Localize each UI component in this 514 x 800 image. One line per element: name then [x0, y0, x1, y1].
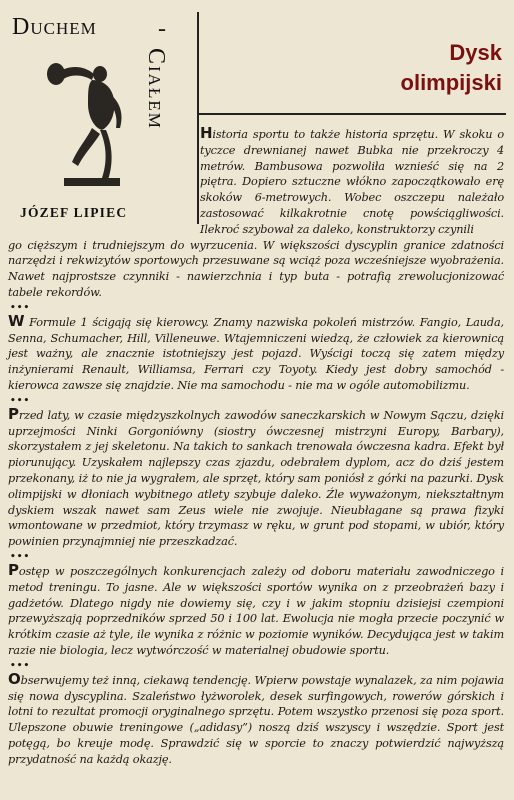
paragraph-text: rzed laty, w czasie międzyszkolnych zawodów saneczkarskich w Nowym Sączu, dzięki uprzejmości Ninki Gorgoniówny (siostry ówczesnej mistrzyni Europy, Barbary), skorzystałem z jej skeletonu. Na takich to sankach trenowała ówczesna kadra. Efekt był piorunujący. Uzyskałem najlepszy czas zjazdu, odebrałem dyplom, acz do dziś jestem przekonany, iż to nie ja wygrałem, ale sprzęt, który sam poniósł z górki na pazurki. Dysk olimpijski w dłoniach wybitnego atlety szybuje daleko. Źle wyważonym, niekształtnym dyskiem wszak nawet sam Zeus wiele nie zwojuje. Nieubłagane są prawa fizyki wmontowane w przedmiot, który trzymasz w ręku, w grunt pod stopami, w ubiór, który powinien przynajmniej nie przeszkadzać. [8, 408, 504, 549]
headline-line-2: olimpijski [400, 70, 502, 95]
paragraph-4 [8, 560, 504, 659]
column-title-duchem: Duchem [12, 14, 97, 40]
drop-cap: O [8, 669, 21, 688]
paragraph-2 [8, 311, 504, 394]
headline-line-1: Dysk [449, 40, 502, 65]
paragraph-5 [8, 669, 504, 768]
column-title-cialem: Ciałem [143, 48, 169, 130]
section-separator: ••• [10, 302, 31, 313]
paragraph-text: bserwujemy też inną, ciekawą tendencję. Wpierw powstaje wynalazek, za nim pojawia się nowa dyscyplina. Szaleństwo łyżworolek, desek surfingowych, rowerów górskich i lotni to rezultat promocji oryginalnego sprzętu. Potem wszystko przenosi się poza sport. Ulepszone obuwie treningowe („adidasy”) noszą dziś wszyscy i wszędzie. Sport jest potęgą, bo kreuje modę. Sprawdzić się w sporcie to znaczy potwierdzić najwyższą przydatność na każdą okazję. [8, 673, 504, 766]
article-body [8, 126, 504, 767]
section-separator: ••• [10, 395, 31, 406]
paragraph-1-intro [200, 126, 504, 238]
section-separator: ••• [10, 551, 31, 562]
article-headline [401, 38, 502, 98]
paragraph-text: istoria sportu to także historia sprzętu. W skoku o tyczce drewnianej nawet Bubka nie przekroczy 4 metrów. Bambusowa pozwoliła wznieść się na 2 piętra. Dopiero sztuczne włókno zapoczątkowało erę skoków 6-metrowych. Wobec oszczepu należało zastosować kilkakrotnie cnotę powściągliwości. Ilekroć szybował za daleko, konstruktorzy czynili [200, 128, 504, 236]
author-name: JÓZEF LIPIEC [20, 205, 128, 220]
drop-cap: W [8, 311, 25, 330]
paragraph-1-continued: go cięższym i trudniejszym do wyrzucenia. W większości dyscyplin granice zdatności narzędzi i rekwizytów sportowych przesuwane są wciąż poza wcześniejsze wyobrażenia. Nawet najprostsze czynniki - nawierzchnia i typ buta - potrafią zrewolucjonizować tabele rekordów. [8, 238, 504, 299]
paragraph-3 [8, 404, 504, 550]
section-separator: ••• [10, 660, 31, 671]
paragraph-text: ostęp w poszczególnych konkurencjach zależy od doboru materiału zawodniczego i metod treningu. To jasne. Ale w większości sportów wynika on z przeobrażeń bazy i gadżetów. Dlatego nigdy nie dowiemy się, czy i w jakim stopniu dzisiejsi czempioni przewyższają poprzedników sprzed 50 i 100 lat. Ewolucja nie mogła przecie poczynić w krótkim czasie aż tyle, ile wynika z różnic w poziomie wyników. Decydująca jest w takim razie nie biologia, lecz wytwórczość w materialnej obudowie sportu. [8, 564, 504, 657]
paragraph-text: Formule 1 ścigają się kierowcy. Znamy nazwiska pokoleń mistrzów. Fangio, Lauda, Senna, Schumacher, Hill, Villeneuwe. Wtajemniczeni wiedzą, że człowiek za kierownicą jest ważny, ale znacznie istotniejszy jest pojazd. Wyścigi toczą się zatem między inżynierami Renault, Williamsa, Ferrari czy Toyoty. Kiedy jest dobry samochód - kierowca zawsze się znajdzie. Nie ma samochodu - nie ma w ogóle automobilizmu. [8, 315, 504, 392]
drop-cap: P [8, 404, 19, 423]
drop-cap: H [200, 124, 213, 142]
drop-cap: P [8, 560, 19, 579]
horizontal-divider [197, 113, 506, 115]
column-title-separator: - [158, 16, 166, 42]
